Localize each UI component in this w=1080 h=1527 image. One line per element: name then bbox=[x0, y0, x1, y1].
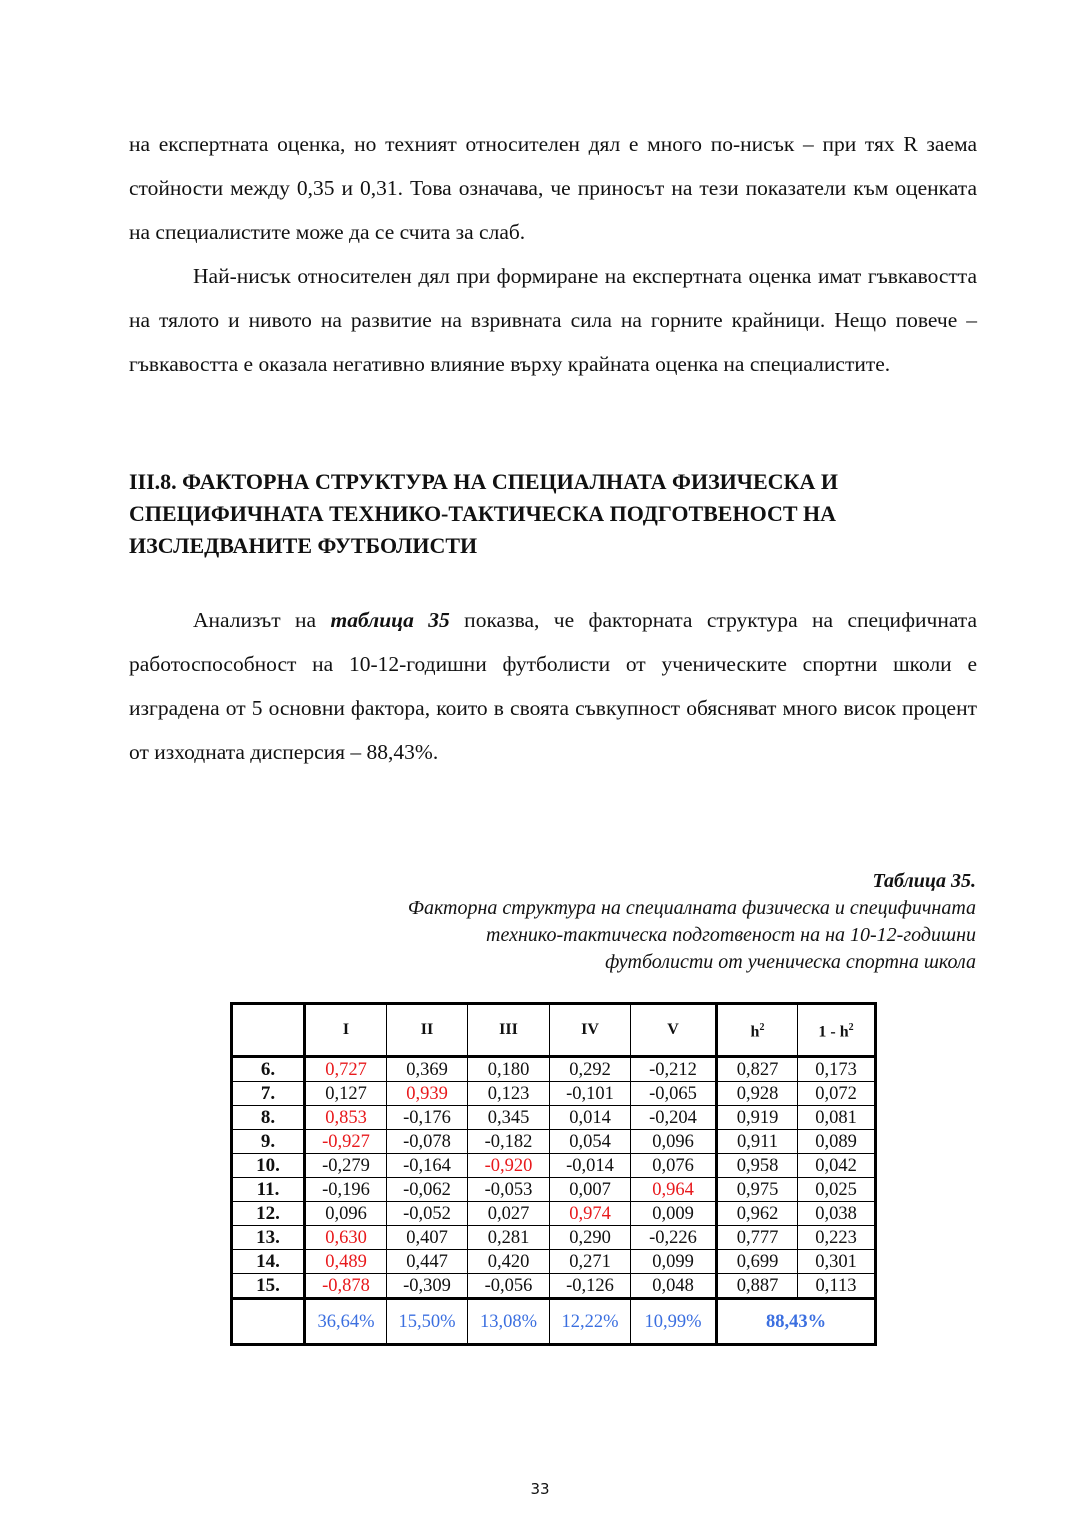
table-number: Таблица 35. bbox=[872, 870, 976, 892]
variance-cell: 12,22% bbox=[550, 1299, 631, 1345]
column-header bbox=[717, 1004, 798, 1057]
table-cell: -0,101 bbox=[550, 1082, 631, 1106]
table-cell: -0,176 bbox=[387, 1106, 468, 1130]
table-reference: таблица 35 bbox=[330, 608, 450, 632]
table-cell: 0,076 bbox=[631, 1154, 717, 1178]
table-cell: 0,974 bbox=[550, 1202, 631, 1226]
header-row bbox=[232, 1004, 876, 1057]
column-header-label: III bbox=[499, 1021, 518, 1038]
column-header bbox=[468, 1004, 550, 1057]
table-row bbox=[232, 1274, 876, 1299]
column-header-label: h bbox=[750, 1023, 760, 1041]
column-header-label: V bbox=[667, 1021, 679, 1038]
table-row bbox=[232, 1057, 876, 1082]
table-row bbox=[232, 1082, 876, 1106]
table-cell: -0,164 bbox=[387, 1154, 468, 1178]
table-cell: 0,699 bbox=[717, 1250, 798, 1274]
table-caption bbox=[408, 895, 976, 976]
table-cell: 0,096 bbox=[631, 1130, 717, 1154]
table-cell: -0,182 bbox=[468, 1130, 550, 1154]
table-cell: -0,052 bbox=[387, 1202, 468, 1226]
table-cell: -0,065 bbox=[631, 1082, 717, 1106]
section-heading: III.8. ФАКТОРНА СТРУКТУРА НА СПЕЦИАЛНАТА ФИЗИЧЕСКА И СПЕЦИФИЧНАТА ТЕХНИКО-ТАКТИЧЕСКА ПОДГОТВЕНОСТ НА ИЗСЛЕДВАНИТЕ ФУТБОЛИСТИ bbox=[129, 469, 838, 558]
table-cell: 0,962 bbox=[717, 1202, 798, 1226]
table-cell: -0,309 bbox=[387, 1274, 468, 1299]
table-cell: -0,014 bbox=[550, 1154, 631, 1178]
row-label: 11. bbox=[232, 1178, 305, 1202]
table-cell: 0,958 bbox=[717, 1154, 798, 1178]
empty-cell bbox=[232, 1299, 305, 1345]
column-header bbox=[305, 1004, 387, 1057]
table-cell: 0,630 bbox=[305, 1226, 387, 1250]
table-row bbox=[232, 1250, 876, 1274]
table-cell: 0,009 bbox=[631, 1202, 717, 1226]
row-label: 9. bbox=[232, 1130, 305, 1154]
table-row bbox=[232, 1106, 876, 1130]
table-cell: 0,113 bbox=[798, 1274, 876, 1299]
table-cell: 0,048 bbox=[631, 1274, 717, 1299]
row-label: 8. bbox=[232, 1106, 305, 1130]
table-cell: 0,014 bbox=[550, 1106, 631, 1130]
table-cell: 0,042 bbox=[798, 1154, 876, 1178]
table-cell: 0,853 bbox=[305, 1106, 387, 1130]
row-label: 7. bbox=[232, 1082, 305, 1106]
column-header-label: 1 - h bbox=[818, 1023, 849, 1041]
table-cell: 0,919 bbox=[717, 1106, 798, 1130]
table-cell: 0,096 bbox=[305, 1202, 387, 1226]
table-row bbox=[232, 1154, 876, 1178]
table-cell: 0,054 bbox=[550, 1130, 631, 1154]
row-label: 15. bbox=[232, 1274, 305, 1299]
paragraph: Най-нисък относителен дял при формиране на експертната оценка имат гъвкавостта на тялото и нивото на развитие на взривната сила на горните крайници. Нещо повече – гъвкавостта е оказала негативно влияние върху крайната оценка на специалистите. bbox=[129, 264, 977, 376]
row-label: 14. bbox=[232, 1250, 305, 1274]
variance-cell: 13,08% bbox=[468, 1299, 550, 1345]
column-header bbox=[550, 1004, 631, 1057]
column-header-label: I bbox=[342, 1021, 350, 1038]
table-cell: -0,927 bbox=[305, 1130, 387, 1154]
table-cell: 0,123 bbox=[468, 1082, 550, 1106]
table-cell: 0,290 bbox=[550, 1226, 631, 1250]
table-cell: 0,777 bbox=[717, 1226, 798, 1250]
caption-line: Факторна структура на специалната физическа и специфичната bbox=[407, 897, 976, 919]
factor-table bbox=[230, 1002, 877, 1346]
superscript: 2 bbox=[759, 1021, 765, 1033]
table-cell: -0,062 bbox=[387, 1178, 468, 1202]
variance-cell: 15,50% bbox=[387, 1299, 468, 1345]
table-cell: 0,827 bbox=[717, 1057, 798, 1082]
table-cell: -0,212 bbox=[631, 1057, 717, 1082]
caption-line: технико-тактическа подготвеност на на 10-12-годишни bbox=[486, 924, 976, 946]
table-cell: 0,099 bbox=[631, 1250, 717, 1274]
table-cell: -0,056 bbox=[468, 1274, 550, 1299]
table-cell: 0,173 bbox=[798, 1057, 876, 1082]
analysis-text: Анализът на bbox=[193, 608, 331, 632]
table-cell: 0,727 bbox=[305, 1057, 387, 1082]
table-cell: 0,180 bbox=[468, 1057, 550, 1082]
table-cell: -0,226 bbox=[631, 1226, 717, 1250]
column-header bbox=[387, 1004, 468, 1057]
table-row bbox=[232, 1202, 876, 1226]
table-row bbox=[232, 1178, 876, 1202]
row-label: 12. bbox=[232, 1202, 305, 1226]
table-cell: -0,920 bbox=[468, 1154, 550, 1178]
table-cell: 0,939 bbox=[387, 1082, 468, 1106]
table-cell: -0,126 bbox=[550, 1274, 631, 1299]
table-cell: 0,887 bbox=[717, 1274, 798, 1299]
table-cell: 0,369 bbox=[387, 1057, 468, 1082]
table-cell: 0,447 bbox=[387, 1250, 468, 1274]
table-cell: 0,038 bbox=[798, 1202, 876, 1226]
table-cell: 0,911 bbox=[717, 1130, 798, 1154]
variance-cell: 36,64% bbox=[305, 1299, 387, 1345]
table-cell: -0,878 bbox=[305, 1274, 387, 1299]
table-cell: 0,089 bbox=[798, 1130, 876, 1154]
column-header bbox=[631, 1004, 717, 1057]
table-cell: 0,223 bbox=[798, 1226, 876, 1250]
page-number: 33 bbox=[530, 1480, 550, 1498]
table-cell: 0,072 bbox=[798, 1082, 876, 1106]
table-cell: 0,928 bbox=[717, 1082, 798, 1106]
table-cell: 0,292 bbox=[550, 1057, 631, 1082]
total-variance-cell: 88,43% bbox=[717, 1299, 876, 1345]
variance-row bbox=[232, 1299, 876, 1345]
table-cell: 0,301 bbox=[798, 1250, 876, 1274]
table-cell: 0,407 bbox=[387, 1226, 468, 1250]
table-cell: 0,081 bbox=[798, 1106, 876, 1130]
table-row bbox=[232, 1130, 876, 1154]
table-cell: 0,007 bbox=[550, 1178, 631, 1202]
column-header-label: II bbox=[420, 1021, 434, 1038]
superscript: 2 bbox=[848, 1021, 854, 1033]
variance-cell: 10,99% bbox=[631, 1299, 717, 1345]
table-cell: -0,279 bbox=[305, 1154, 387, 1178]
column-header bbox=[798, 1004, 876, 1057]
table-cell: 0,281 bbox=[468, 1226, 550, 1250]
table-cell: -0,204 bbox=[631, 1106, 717, 1130]
analysis-paragraph bbox=[129, 598, 977, 774]
table-cell: -0,078 bbox=[387, 1130, 468, 1154]
table-cell: -0,053 bbox=[468, 1178, 550, 1202]
analysis-text: показва, че факторната структура на специфичната работоспособност на 10-12-годишни футболисти от ученическите спортни школи е изградена от 5 основни фактора, които в своята съвкупност обясняват много висок процент от изходната дисперсия – 88,43%. bbox=[129, 608, 978, 764]
table-cell: 0,271 bbox=[550, 1250, 631, 1274]
table-cell: -0,196 bbox=[305, 1178, 387, 1202]
column-header-label: IV bbox=[581, 1021, 599, 1038]
table-cell: 0,025 bbox=[798, 1178, 876, 1202]
table-cell: 0,027 bbox=[468, 1202, 550, 1226]
corner-cell bbox=[232, 1004, 305, 1057]
table-row bbox=[232, 1226, 876, 1250]
table-cell: 0,489 bbox=[305, 1250, 387, 1274]
row-label: 6. bbox=[232, 1057, 305, 1082]
table-cell: 0,975 bbox=[717, 1178, 798, 1202]
caption-line: футболисти от ученическа спортна школа bbox=[605, 951, 976, 973]
row-label: 10. bbox=[232, 1154, 305, 1178]
paragraph: на експертната оценка, но техният относителен дял е много по-нисък – при тях R заема стойности между 0,35 и 0,31. Това означава, че приносът на тези показатели към оценката на специалистите може да се счита за слаб. bbox=[129, 132, 977, 244]
row-label: 13. bbox=[232, 1226, 305, 1250]
table-cell: 0,345 bbox=[468, 1106, 550, 1130]
table-cell: 0,127 bbox=[305, 1082, 387, 1106]
table-cell: 0,420 bbox=[468, 1250, 550, 1274]
table-cell: 0,964 bbox=[631, 1178, 717, 1202]
